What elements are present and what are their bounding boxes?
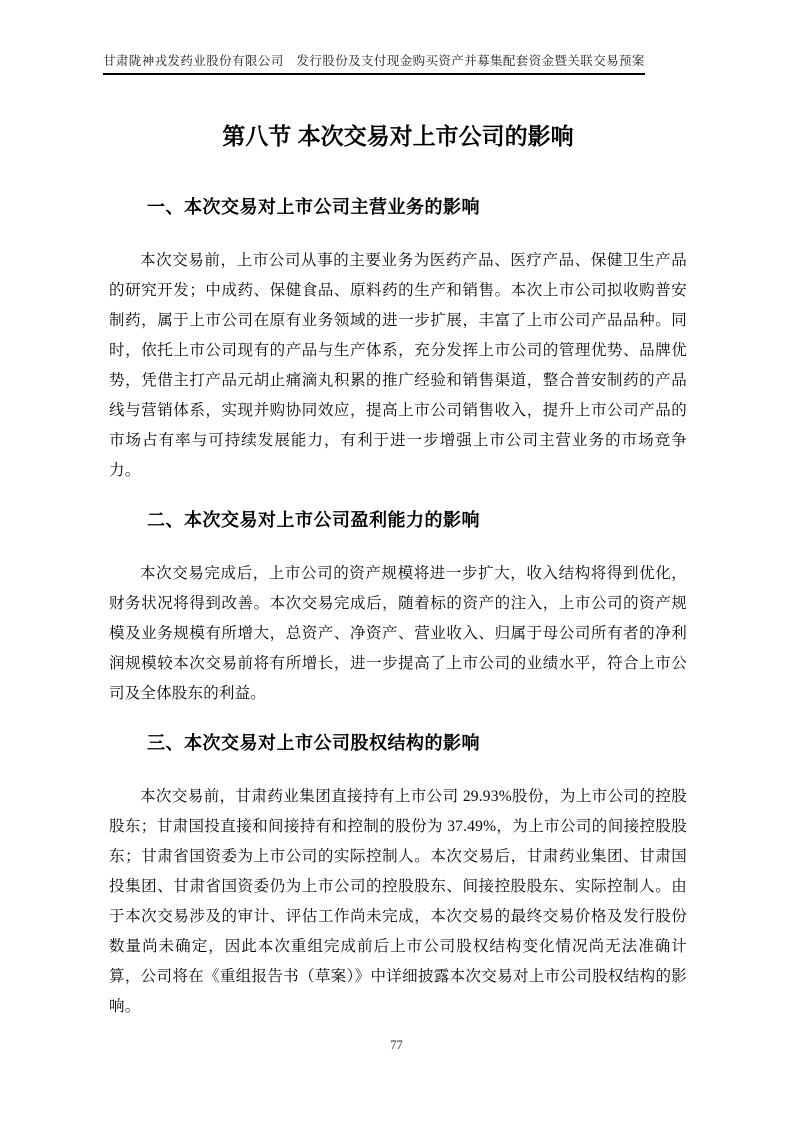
section-heading-profitability: 二、本次交易对上市公司盈利能力的影响 [147, 510, 480, 530]
section-paragraph-profitability: 本次交易完成后，上市公司的资产规模将进一步扩大，收入结构将得到优化，财务状况将得到改善。本次交易完成后，随着标的资产的注入，上市公司的资产规模及业务规模有所增大，总资产、净资产、营业收入、归属于母公司所有者的净利润规模较本次交易前将有所增长，进一步提高了上市公司的业绩水平，符合上市公司及全体股东的利益。 [109, 565, 687, 702]
section-paragraph-main-business: 本次交易前，上市公司从事的主要业务为医药产品、医疗产品、保健卫生产品的研究开发；中成药、保健食品、原料药的生产和销售。本次上市公司拟收购普安制药，属于上市公司在原有业务领域的进一步扩展，丰富了上市公司产品品种。同时，依托上市公司现有的产品与生产体系，充分发挥上市公司的管理优势、品牌优势，凭借主打产品元胡止痛滴丸积累的推广经验和销售渠道，整合普安制药的产品线与营销体系，实现并购协同效应，提高上市公司销售收入，提升上市公司产品的市场占有率与可持续发展能力，有利于进一步增强上市公司主营业务的市场竞争力。 [109, 252, 687, 479]
section-heading-equity-structure: 三、本次交易对上市公司股权结构的影响 [147, 733, 480, 753]
section-profitability [109, 508, 687, 709]
section-main-business [109, 195, 687, 486]
section-paragraph-equity-structure: 本次交易前，甘肃药业集团直接持有上市公司 29.93%股份，为上市公司的控股股东；甘肃国投直接和间接持有和控制的股份为 37.49%，为上市公司的间接控股股东；甘肃省国资委为上市公司的实际控制人。本次交易后，甘肃药业集团、甘肃国投集团、甘肃省国资委仍为上市公司的控股股东、间接控股股东、实际控制人。由于本次交易涉及的审计、评估工作尚未完成，本次交易的最终交易价格及发行股份数量尚未确定，因此本次重组完成前后上市公司股权结构变化情况尚无法准确计算，公司将在《重组报告书（草案）》中详细披露本次交易对上市公司股权结构的影响。 [109, 788, 687, 1015]
page-header [103, 52, 687, 75]
header-running-title: 甘肃陇神戎发药业股份有限公司 发行股份及支付现金购买资产并募集配套资金暨关联交易预案 [103, 53, 645, 75]
section-heading-main-business: 一、本次交易对上市公司主营业务的影响 [147, 197, 480, 217]
section-equity-structure [109, 731, 687, 1022]
chapter-title: 第八节 本次交易对上市公司的影响 [222, 123, 574, 149]
page-number: 77 [390, 1038, 403, 1052]
